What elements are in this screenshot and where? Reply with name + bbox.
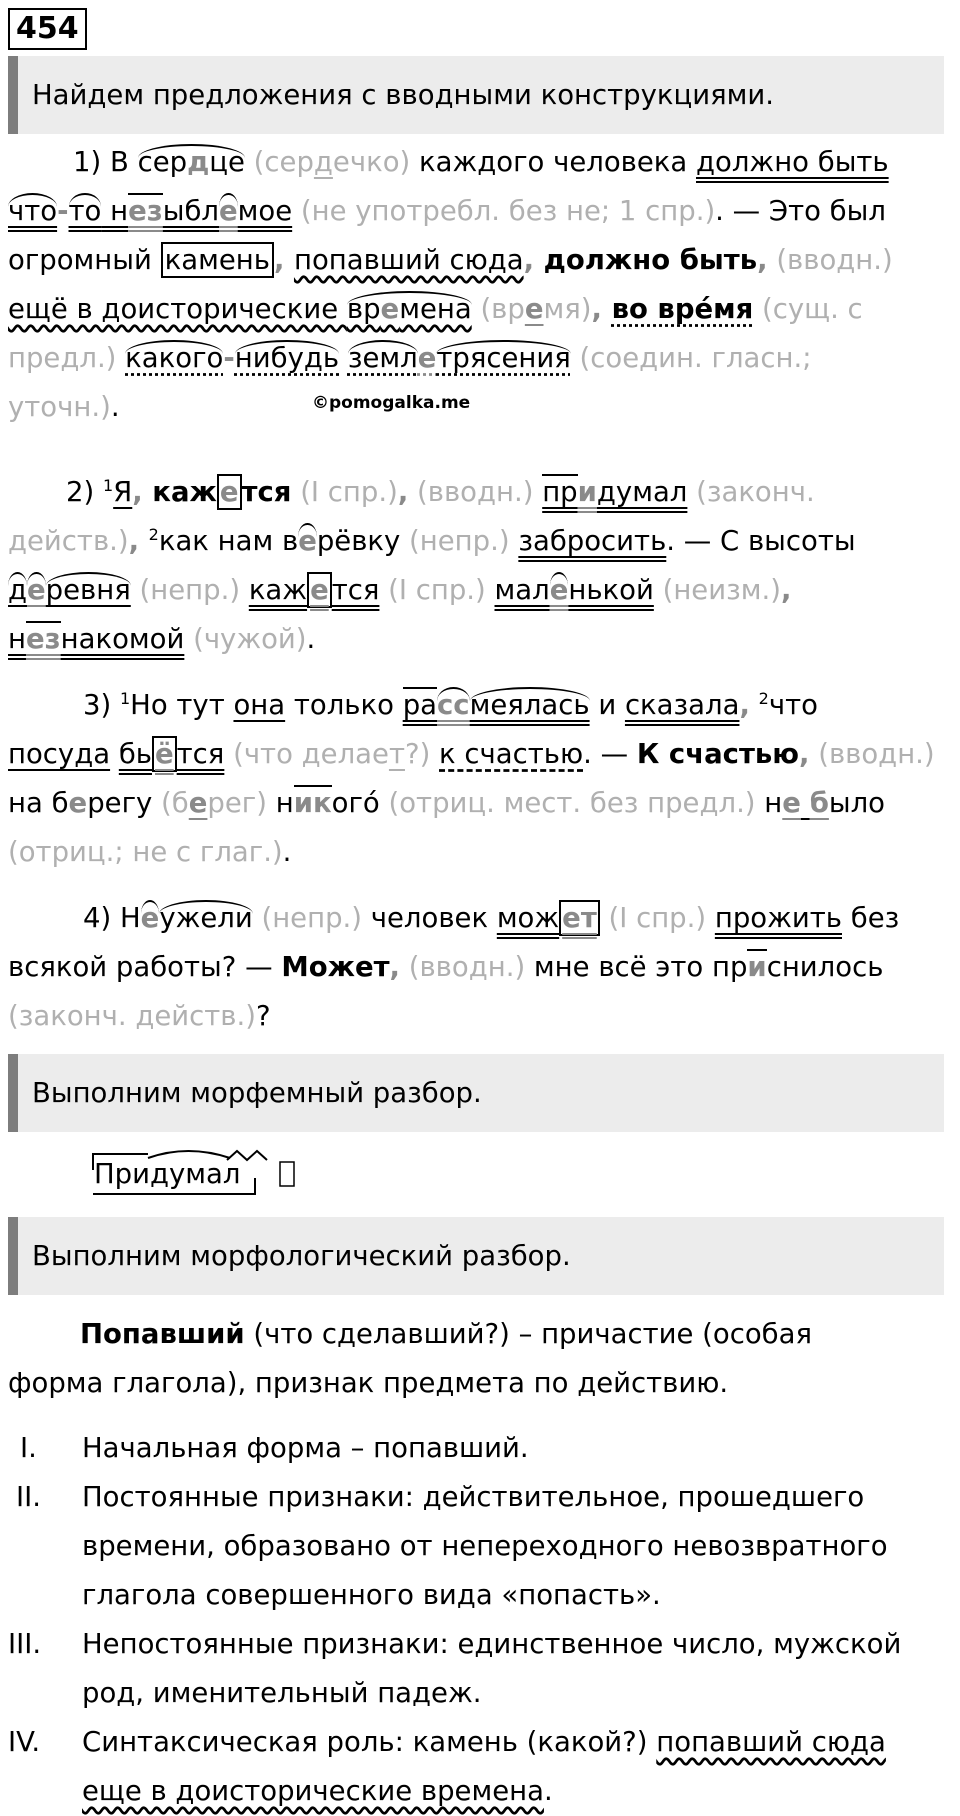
- watermark: ©pomogalka.me: [312, 393, 471, 413]
- sentence-1-line-1: 1) В сердце (сердечко) каждого человека должно быть: [73, 146, 889, 178]
- sentence-4-line-1: 4) Неужели (непр.) человек мож ет (I спр.) прожить без: [83, 902, 900, 934]
- sentence-4-line-2: всякой работы? — Может, (вводн.) мне всё это приснилось: [8, 951, 884, 983]
- sentence-3-line-1: 3) $^1$Но тут она только рассмеялась и сказала, $^2$что: [83, 688, 818, 721]
- section-banner-morphemic: Выполним морфемный разбор.: [8, 1054, 944, 1132]
- root: дума: [150, 1158, 223, 1190]
- sentence-3-line-3: на берегу (берег) никого́ (отриц. мест. без предл.) не было: [8, 787, 886, 819]
- main-word-box: камень: [161, 242, 274, 278]
- sentence-3-line-4: (отриц.; не с глаг.).: [8, 836, 292, 868]
- sentence-1-line-2: что-то незыблемое (не употребл. без не; 1 спр.). — Это был: [8, 195, 886, 227]
- task-number: 454: [8, 8, 87, 50]
- sentence-1-line-6: уточн.).: [8, 391, 120, 423]
- section-banner-intro: Найдем предложения с вводными конструкциями.: [8, 56, 944, 134]
- sentence-1: [8, 138, 958, 432]
- prefix: При: [94, 1158, 151, 1190]
- sentence-3-line-2: посуда бь ё тся (что делает?) к счастью. — К счастью, (вводн.): [8, 738, 935, 770]
- predicate: должно быть: [696, 146, 889, 178]
- sentence-1-line-5: предл.) какого-нибудь землетрясения (соедин. гласн.;: [8, 342, 812, 374]
- sentence-3: [8, 681, 958, 877]
- sentence-1-line-4: ещё в доисторические времена (время), во вре́мя (сущ. с: [8, 293, 863, 325]
- section-banner-morphological: Выполним морфологический разбор.: [8, 1217, 944, 1295]
- sentence-2-line-3: деревня (непр.) каж е тся (I спр.) маленькой (неизм.),: [8, 574, 792, 606]
- morphological-intro: Попавший (что сделавший?) – причастие (особая форма глагола), признак предмета по действию.: [8, 1318, 813, 1399]
- sentence-1-line-3: огромный камень , попавший сюда, должно быть, (вводн.): [8, 244, 893, 276]
- sentence-4-line-3: (законч. действ.)?: [8, 1000, 271, 1032]
- sentence-4: [8, 894, 958, 1041]
- sentence-2-line-4: незнакомой (чужой).: [8, 623, 316, 655]
- suffix: л: [222, 1158, 241, 1190]
- sentence-2-line-1: 2) $^1$Я, каж е тся (I спр.), (вводн.) придумал (законч.: [66, 475, 815, 508]
- sentence-2: [8, 468, 958, 664]
- sentence-2-line-2: действ.), $^2$как нам верёвку (непр.) забросить. — С высоты: [8, 524, 856, 557]
- morphemic-word: [90, 1148, 310, 1200]
